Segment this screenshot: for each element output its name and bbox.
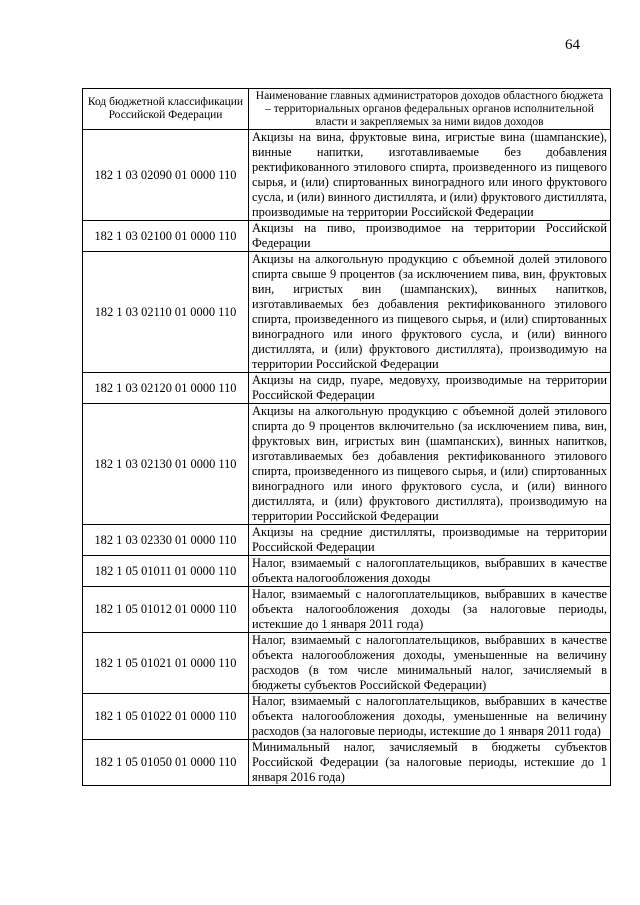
table-header-row <box>83 89 611 130</box>
row-code: 182 1 03 02090 01 0000 110 <box>83 130 249 221</box>
table-row <box>83 404 611 525</box>
row-code: 182 1 03 02120 01 0000 110 <box>83 373 249 404</box>
page-number: 64 <box>565 37 580 53</box>
row-code: 182 1 03 02130 01 0000 110 <box>83 404 249 525</box>
row-code: 182 1 03 02110 01 0000 110 <box>83 252 249 373</box>
table-row <box>83 587 611 633</box>
row-name: Налог, взимаемый с налогоплательщиков, выбравших в качестве объекта налогообложения доходы (за налоговые периоды, истекшие до 1 января 2011 года) <box>249 587 611 633</box>
table-row <box>83 221 611 252</box>
table-row <box>83 694 611 740</box>
table-row <box>83 740 611 786</box>
row-name: Налог, взимаемый с налогоплательщиков, выбравших в качестве объекта налогообложения доходы, уменьшенные на величину расходов (за налоговые периоды, истекшие до 1 января 2011 года) <box>249 694 611 740</box>
row-name: Акцизы на пиво, производимое на территории Российской Федерации <box>249 221 611 252</box>
row-code: 182 1 05 01021 01 0000 110 <box>83 633 249 694</box>
table-row <box>83 373 611 404</box>
budget-codes-table <box>82 88 611 786</box>
row-name: Акцизы на сидр, пуаре, медовуху, производимые на территории Российской Федерации <box>249 373 611 404</box>
row-code: 182 1 05 01011 01 0000 110 <box>83 556 249 587</box>
header-code: Код бюджетной классификации Российской Федерации <box>83 89 249 130</box>
row-code: 182 1 03 02330 01 0000 110 <box>83 525 249 556</box>
table-row <box>83 130 611 221</box>
row-code: 182 1 05 01012 01 0000 110 <box>83 587 249 633</box>
row-code: 182 1 05 01022 01 0000 110 <box>83 694 249 740</box>
row-code: 182 1 03 02100 01 0000 110 <box>83 221 249 252</box>
row-code: 182 1 05 01050 01 0000 110 <box>83 740 249 786</box>
row-name: Налог, взимаемый с налогоплательщиков, выбравших в качестве объекта налогообложения доходы <box>249 556 611 587</box>
row-name: Акцизы на алкогольную продукцию с объемной долей этилового спирта свыше 9 процентов (за исключением пива, вин, фруктовых вин, игристых вин (шампанских), винных напитков, изготавливаемых без добавления ректификованного этилового спирта, произведенного из пищевого сырья, и (или) спиртованных виноградного или иного фруктового сусла, и (или) винного дистиллята, и (или) фруктового дистиллята), производимую на территории Российской Федерации <box>249 252 611 373</box>
row-name: Акцизы на алкогольную продукцию с объемной долей этилового спирта до 9 процентов включительно (за исключением пива, вин, фруктовых вин, игристых вин (шампанских), винных напитков, изготавливаемых без добавления ректификованного этилового спирта, произведенного из пищевого сырья, и (или) спиртованных виноградного или иного фруктового сусла, и (или) винного дистиллята, и (или) фруктового дистиллята), производимую на территории Российской Федерации <box>249 404 611 525</box>
table-row <box>83 252 611 373</box>
row-name: Минимальный налог, зачисляемый в бюджеты субъектов Российской Федерации (за налоговые периоды, истекшие до 1 января 2016 года) <box>249 740 611 786</box>
row-name: Налог, взимаемый с налогоплательщиков, выбравших в качестве объекта налогообложения доходы, уменьшенные на величину расходов (в том числе минимальный налог, зачисляемый в бюджеты субъектов Российской Федерации) <box>249 633 611 694</box>
table-row <box>83 633 611 694</box>
header-name: Наименование главных администраторов доходов областного бюджета – территориальных органов федеральных органов исполнительной власти и закрепляемых за ними видов доходов <box>249 89 611 130</box>
row-name: Акцизы на вина, фруктовые вина, игристые вина (шампанские), винные напитки, изготавливаемые без добавления ректификованного этилового спирта, произведенного из пищевого сырья, и (или) спиртованных виноградного или иного фруктового сусла, и (или) винного дистиллята, и (или) фруктового дистиллята, производимые на территории Российской Федерации <box>249 130 611 221</box>
row-name: Акцизы на средние дистилляты, производимые на территории Российской Федерации <box>249 525 611 556</box>
table-row <box>83 556 611 587</box>
table-row <box>83 525 611 556</box>
